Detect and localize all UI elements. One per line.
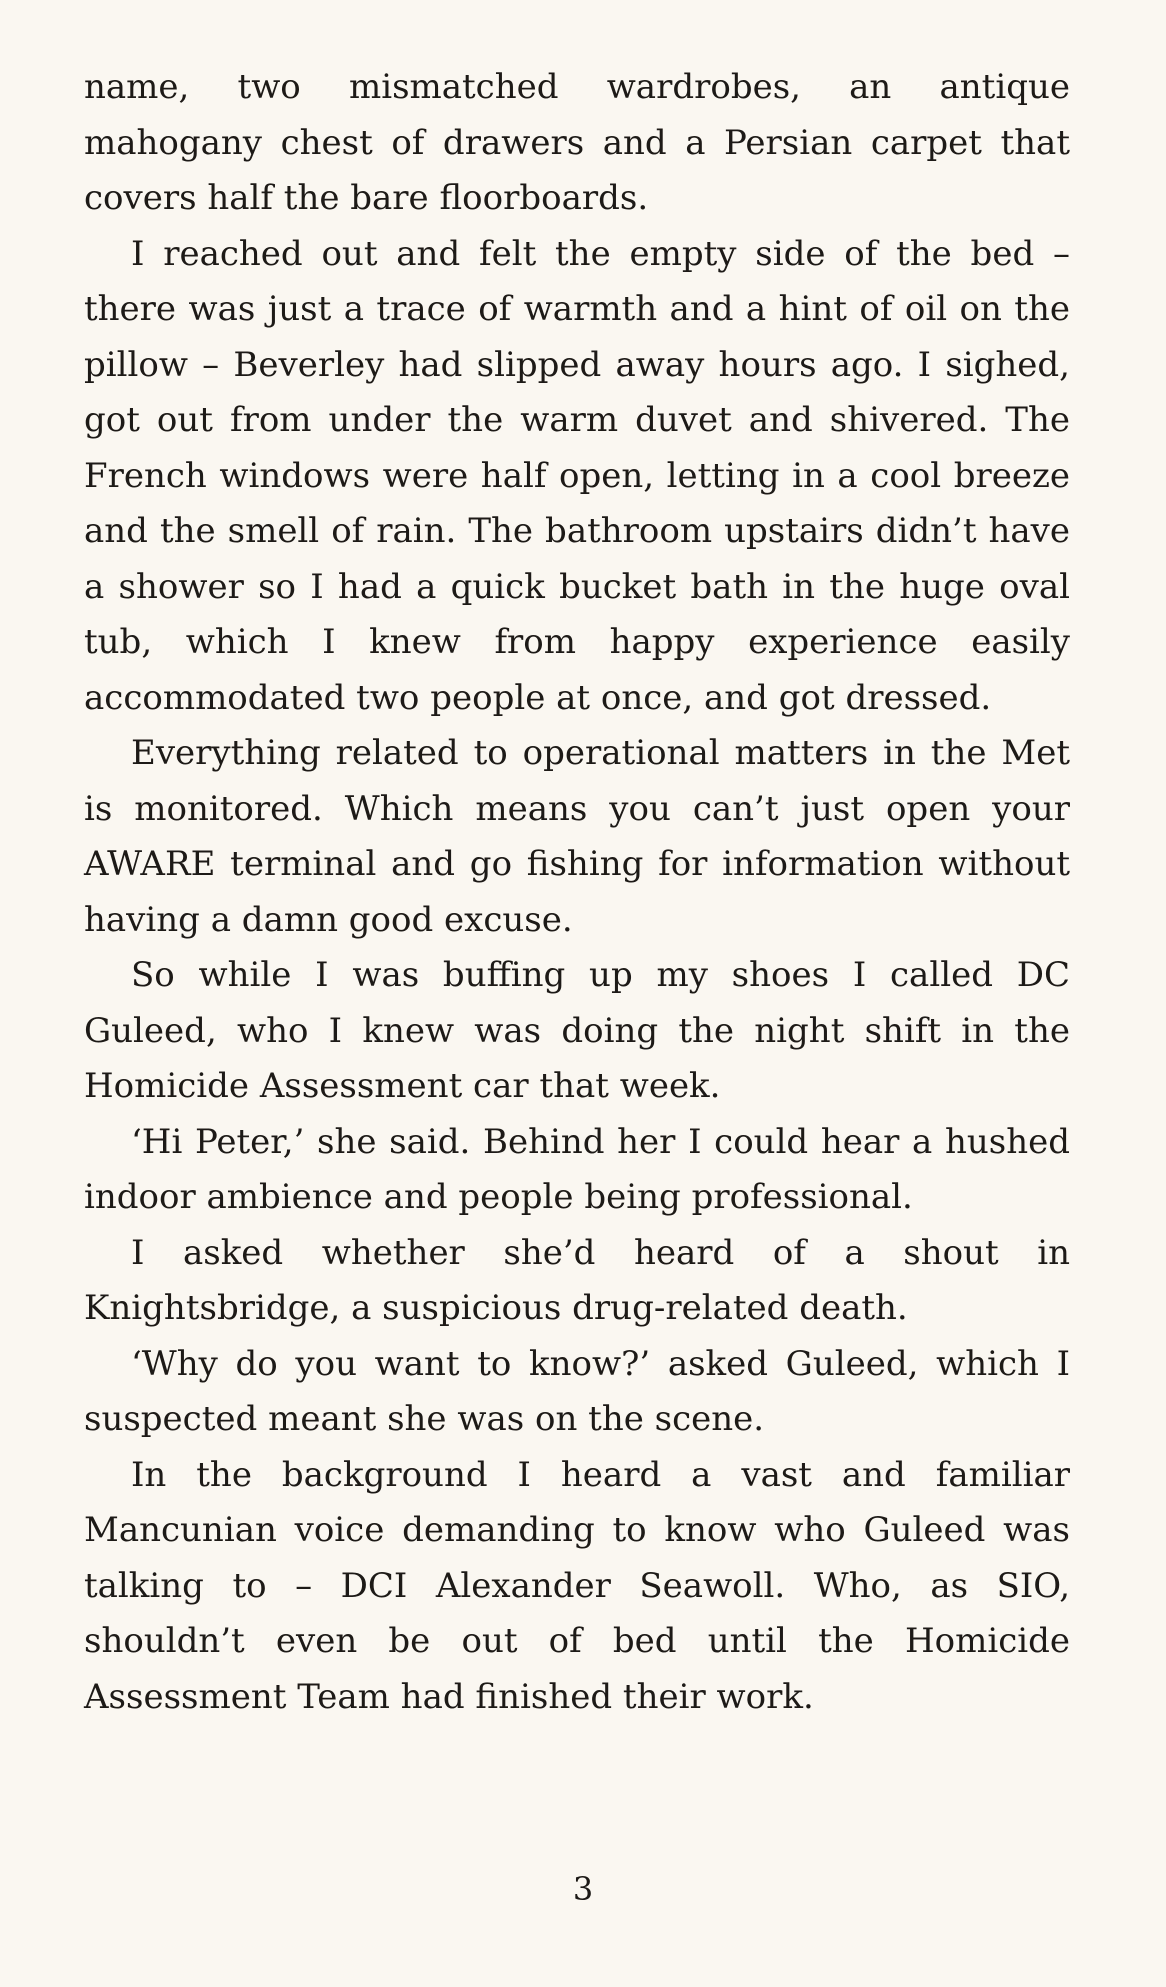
- paragraph-1: name, two mismatched wardrobes, an antique mahogany chest of drawers and a Persian carpet that covers half the bare floorboards.: [84, 67, 1070, 218]
- paragraph-4: So while I was buffing up my shoes I called DC Guleed, who I knew was doing the night shift in the Homicide Assessment car that week.: [84, 955, 1070, 1106]
- paragraph-7: ‘Why do you want to know?’ asked Guleed, which I suspected meant she was on the scene.: [84, 1343, 1070, 1439]
- paragraph-6: I asked whether she’d heard of a shout in Knightsbridge, a suspicious drug-related death.: [84, 1232, 1070, 1328]
- page-number: 3: [572, 1870, 594, 1908]
- paragraph-3: Everything related to operational matters in the Met is monitored. Which means you can’t just open your AWARE terminal and go fishing for information without having a damn good excuse.: [84, 733, 1070, 940]
- body-text: [84, 60, 1070, 1725]
- paragraph-8: In the background I heard a vast and familiar Mancunian voice demanding to know who Guleed was talking to – DCI Alexander Seawoll. Who, as SIO, shouldn’t even be out of bed until the Homicide Assessment Team had finished their work.: [84, 1454, 1070, 1717]
- paragraph-2: I reached out and felt the empty side of the bed – there was just a trace of warmth and a hint of oil on the pillow – Beverley had slipped away hours ago. I sighed, got out from under the warm duvet and shivered. The French windows were half open, letting in a cool breeze and the smell of rain. The bathroom upstairs didn’t have a shower so I had a quick bucket bath in the huge oval tub, which I knew from happy experience easily accommodated two people at once, and got dressed.: [84, 233, 1070, 718]
- paragraph-5: ‘Hi Peter,’ she said. Behind her I could hear a hushed indoor ambience and people being professional.: [84, 1121, 1070, 1217]
